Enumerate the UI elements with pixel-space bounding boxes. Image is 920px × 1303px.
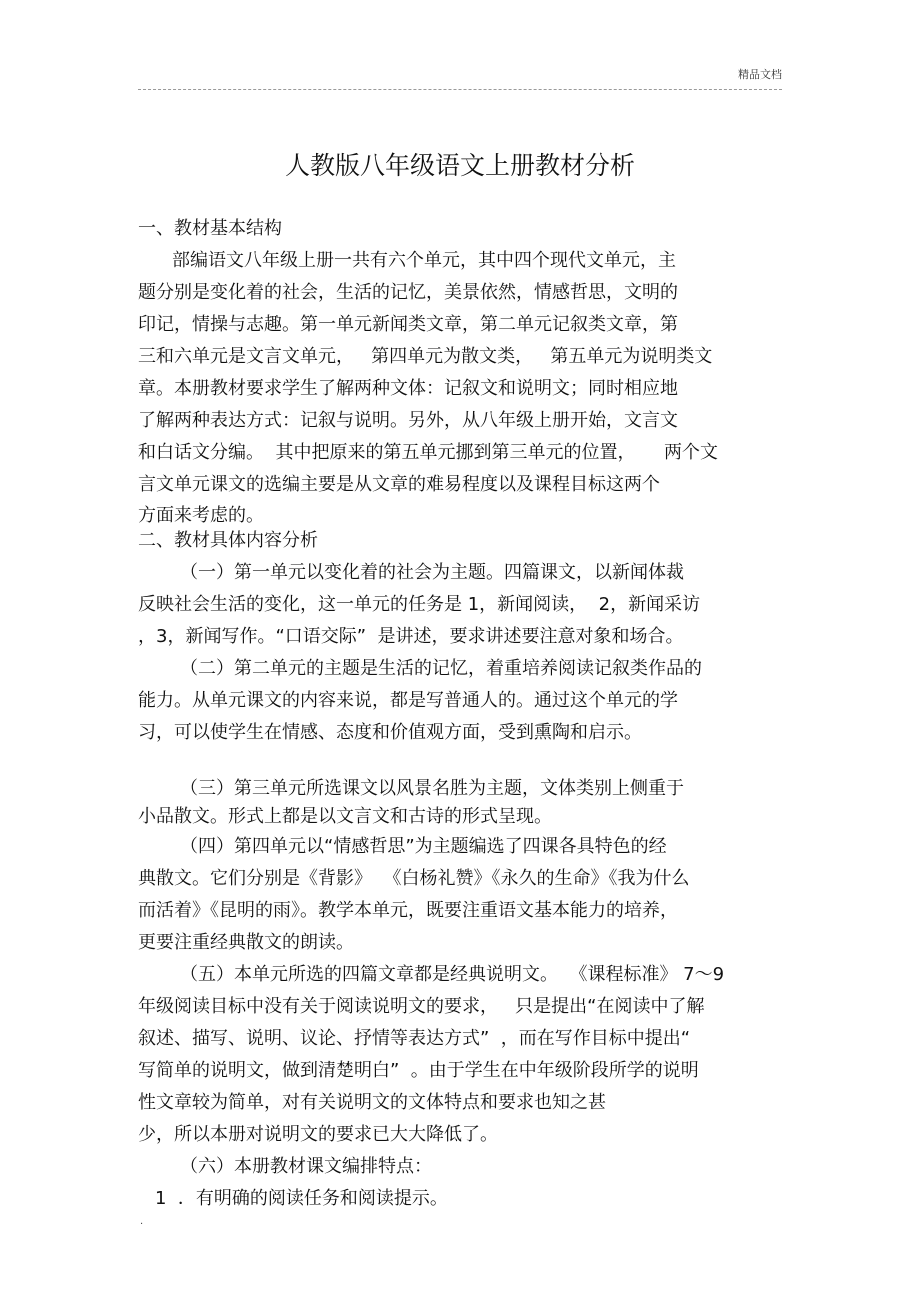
body-line: 性文章较为简单，对有关说明文的文体特点和要求也知之甚 [138,1092,606,1113]
body-line: （六）本册教材课文编排特点： [180,1156,432,1177]
body-line: 章。本册教材要求学生了解两种文体：记叙文和说明文；同时相应地 [138,378,678,399]
body-line: 题分别是变化着的社会，生活的记忆，美景依然，情感哲思，文明的 [138,282,678,303]
body-line: 少，所以本册对说明文的要求已大大降低了。 [138,1124,498,1145]
body-line: 写简单的说明文，做到清楚明白” 。由于学生在中年级阶段所学的说明 [138,1060,699,1081]
header-text: 精品文档 [738,68,782,81]
body-line: 反映社会生活的变化，这一单元的任务是 1，新闻阅读， 2，新闻采访 [138,594,701,615]
body-line: 习，可以使学生在情感、态度和价值观方面，受到熏陶和启示。 [138,722,642,743]
body-line: 典散文。它们分别是《背影》 《白杨礼赞》《永久的生命》《我为什么 [138,868,690,889]
body-line: 言文单元课文的选编主要是从文章的难易程度以及课程目标这两个 [138,474,660,495]
body-line: （四）第四单元以“情感哲思”为主题编选了四课各具特色的经 [180,836,667,857]
section-heading: 二、教材具体内容分析 [138,530,318,551]
list-item: 1 ．有明确的阅读任务和阅读提示。 [155,1188,448,1209]
body-line: ，3，新闻写作。“口语交际” 是讲述，要求讲述要注意对象和场合。 [138,626,684,647]
body-line: （五）本单元所选的四篇文章都是经典说明文。 《课程标准》 7～9 [180,964,725,985]
document-title: 人教版八年级语文上册教材分析 [284,151,635,180]
footer-mark: . [140,1216,144,1227]
body-line: 能力。从单元课文的内容来说，都是写普通人的。通过这个单元的学 [138,690,678,711]
section-heading: 一、教材基本结构 [138,218,282,239]
body-line: 小品散文。形式上都是以文言文和古诗的形式呈现。 [138,806,552,827]
body-line: 方面来考虑的。 [138,505,264,526]
body-line: 印记，情操与志趣。第一单元新闻类文章，第二单元记叙类文章，第 [138,314,678,335]
body-line: （二）第二单元的主题是生活的记忆，着重培养阅读记叙类作品的 [180,658,702,679]
body-line: 而活着》《昆明的雨》。教学本单元，既要注重语文基本能力的培养， [138,900,678,921]
body-line: 和白话文分编。 其中把原来的第五单元挪到第三单元的位置， 两个文 [138,442,719,463]
body-line: （三）第三单元所选课文以风景名胜为主题，文体类别上侧重于 [180,778,684,799]
body-line: 三和六单元是文言文单元， 第四单元为散文类， 第五单元为说明类文 [138,346,713,367]
body-line: （一）第一单元以变化着的社会为主题。四篇课文，以新闻体裁 [180,562,684,583]
body-line: 了解两种表达方式：记叙与说明。另外，从八年级上册开始，文言文 [138,410,678,431]
body-line: 年级阅读目标中没有关于阅读说明文的要求， 只是提出“在阅读中了解 [138,996,705,1017]
body-line: 叙述、描写、说明、议论、抒情等表达方式” ，而在写作目标中提出“ [138,1028,691,1049]
body-line: 部编语文八年级上册一共有六个单元，其中四个现代文单元，主 [172,250,676,271]
body-line: 更要注重经典散文的朗读。 [138,932,354,953]
